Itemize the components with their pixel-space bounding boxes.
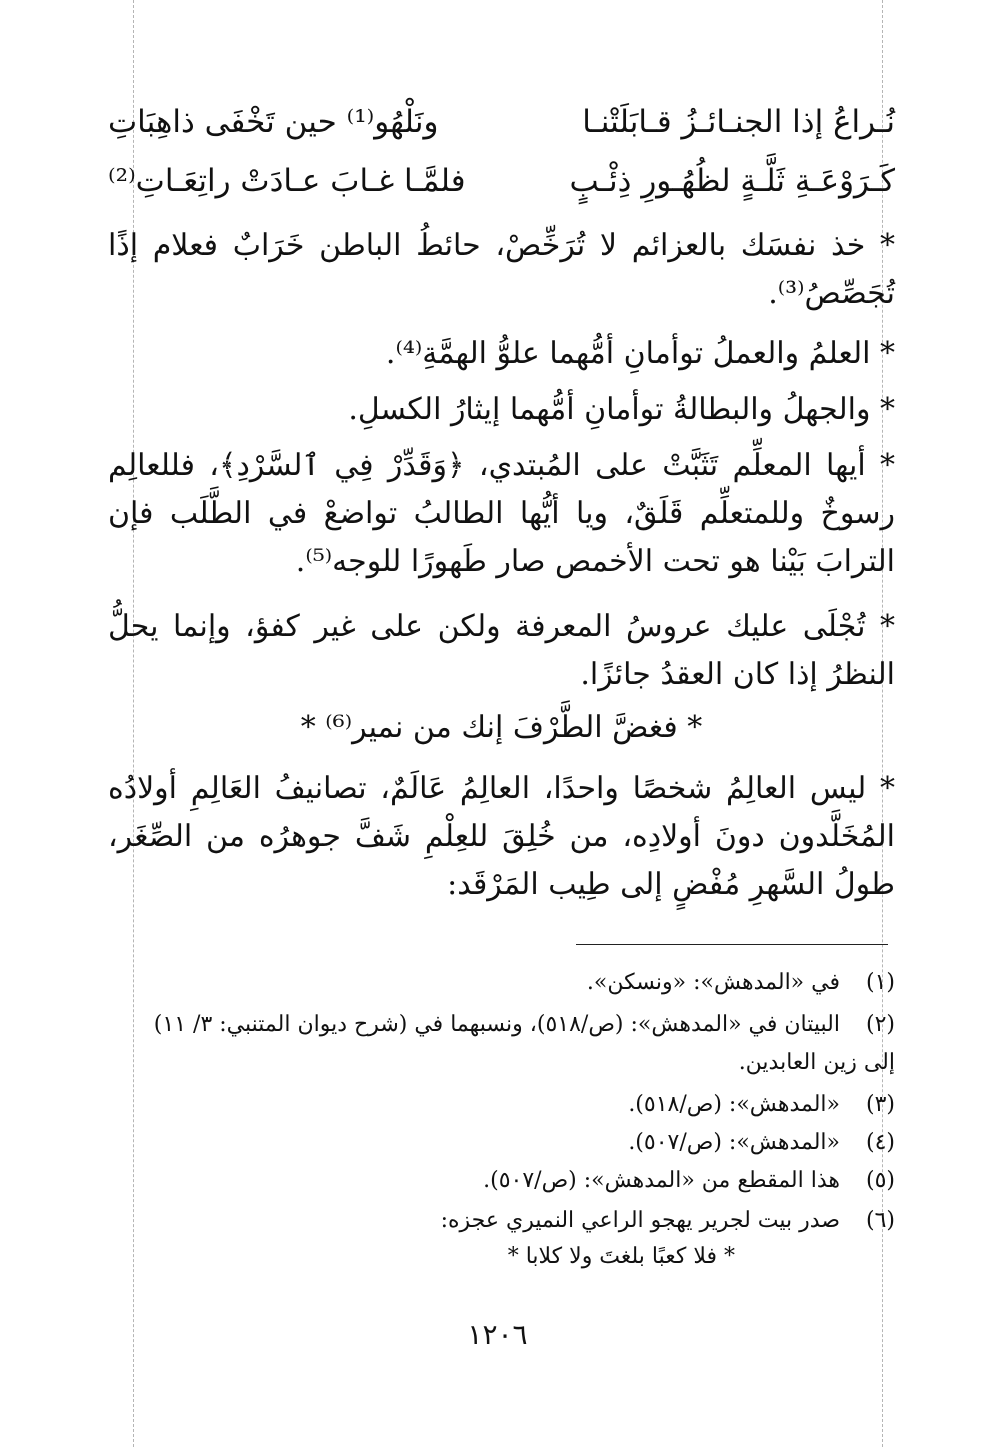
footnote-6-text: صدر بيت لجرير يهجو الراعي النميري عجزه: [440, 1208, 840, 1233]
verse-2 [108, 157, 895, 205]
verse-1-second-hemistich: ونَلْهُو⁽¹⁾ حين تَخْفَى ذاهِبَاتِ [108, 104, 439, 140]
verse-1 [108, 98, 895, 146]
footnote-separator [576, 944, 888, 945]
paragraph-7: * ليس العالِمُ شخصًا واحدًا، العالِمُ عَالَمٌ، تصانيفُ العَالِمِ أولادُه المُخَلَّدون دونَ أولادِه، من خُلِقَ للعِلْمِ شَفَّ جوهرُه من الصِّغَر، طولُ السَّهرِ مُفْضٍ إلى طِيب المَرْقَد: [108, 771, 895, 902]
footnote-5-text: هذا المقطع من «المدهش»: (ص/٥٠٧). [483, 1168, 840, 1193]
footnote-3-number: (٣) [865, 1092, 895, 1117]
footnote-2-text: البيتان في «المدهش»: (ص/٥١٨)، ونسبهما في (شرح ديوان المتنبي: ٣/ ١١) [153, 1012, 840, 1037]
verse-2-second-hemistich: فلمَّـا غـابَ عـادَتْ راتِعَـاتِ⁽²⁾ [108, 163, 466, 199]
footnote-1-text: في «المدهش»: «ونسكن». [586, 970, 840, 995]
verse-2-first-hemistich: كَـرَوْعَـةِ ثَلَّـةٍ لظُهُـورِ ذِئْـبٍ [569, 163, 895, 199]
footnote-4-number: (٤) [865, 1130, 895, 1155]
footnote-6-verse: * فلا كعبًا بلغتَ ولا كلابا * [507, 1244, 735, 1269]
verse-1-first-hemistich: نُـراعُ إذا الجنـائـزُ قـابَلَتْنـا [582, 104, 895, 140]
paragraph-3: * والجهلُ والبطالةُ توأمانِ أمُّهما إيثارُ الكسلِ. [348, 392, 895, 427]
paragraph-1: * خذ نفسَك بالعزائم لا تُرَخِّصْ، حائطُ الباطن خَرَابٌ فعلام إذًا تُجَصِّصُ⁽³⁾. [108, 228, 895, 311]
quoted-hemistich: * فغضَّ الطَّرْفَ إنك من نمير⁽⁶⁾ * [300, 710, 703, 745]
footnote-6-number: (٦) [865, 1208, 895, 1233]
page-number: ١٢٠٦ [467, 1318, 528, 1351]
footnote-2-continuation: إلى زين العابدين. [738, 1050, 895, 1075]
paragraph-4: * أيها المعلِّم تَثَبَّتْ على المُبتدي، ﴿وَقَدِّرْ فِي ٱلسَّرْدِ﴾، فللعالِم رسوخٌ وللمتعلِّم قَلَقٌ، ويا أيُّها الطالبُ تواضعْ في الطَّلَب فإن الترابَ بَيْنا هو تحت الأخمص صار طَهورًا للوجه⁽⁵⁾. [108, 448, 895, 579]
footnote-3-text: «المدهش»: (ص/٥١٨). [628, 1092, 840, 1117]
footnote-1-number: (١) [865, 970, 895, 995]
paragraph-5: * تُجْلَى عليك عروسُ المعرفة ولكن على غير كفؤ، وإنما يحلُّ النظرُ إذا كان العقدُ جائزًا. [108, 609, 895, 692]
footnote-2-number: (٢) [865, 1012, 895, 1037]
footnote-4-text: «المدهش»: (ص/٥٠٧). [628, 1130, 840, 1155]
footnote-5-number: (٥) [865, 1168, 895, 1193]
paragraph-2: * العلمُ والعملُ توأمانِ أمُّهما علوُّ الهمَّةِ⁽⁴⁾. [385, 336, 895, 371]
